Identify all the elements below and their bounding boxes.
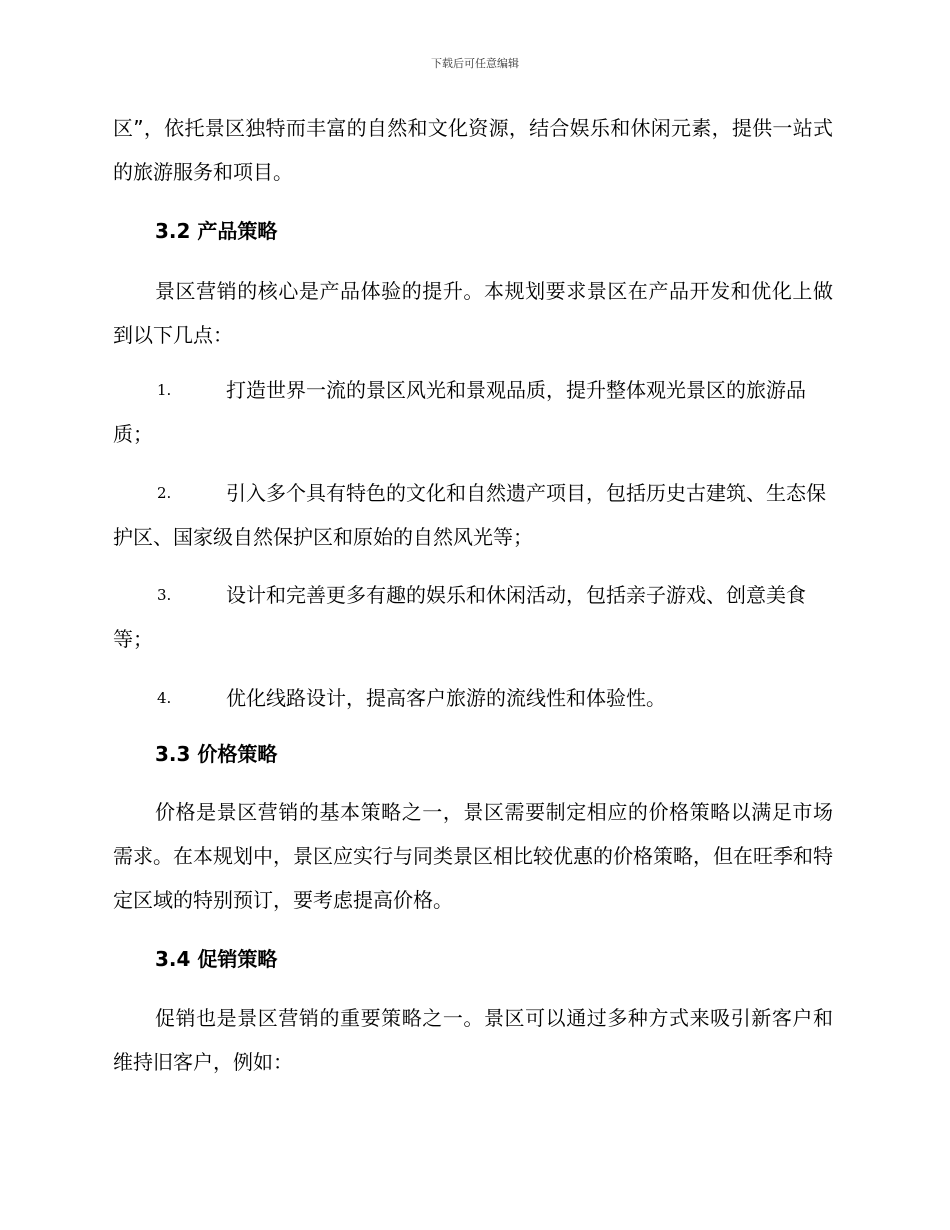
list-item (113, 368, 833, 456)
list-item-text: 引入多个具有特色的文化和自然遗产项目，包括历史古建筑、生态保护区、国家级自然保护区和原始的自然风光等； (113, 481, 826, 549)
list-item (113, 471, 833, 559)
list-item-3-block (113, 573, 833, 661)
section-3-2-heading: 3.2 产品策略 (155, 219, 278, 243)
section-3-2-intro-paragraph: 景区营销的核心是产品体验的提升。本规划要求景区在产品开发和优化上做到以下几点： (113, 279, 833, 347)
intro-continuation-block (113, 106, 833, 194)
section-3-4-heading-block (113, 937, 833, 981)
section-3-4-paragraph: 促销也是景区营销的重要策略之一。景区可以通过多种方式来吸引新客户和维持旧客户，例如： (113, 1006, 833, 1074)
list-number: 2. (157, 484, 172, 502)
list-item-text: 优化线路设计，提高客户旅游的流线性和体验性。 (226, 686, 666, 710)
section-3-3-paragraph: 价格是景区营销的基本策略之一，景区需要制定相应的价格策略以满足市场需求。在本规划中，景区应实行与同类景区相比较优惠的价格策略，但在旺季和特定区域的特别预订，要考虑提高价格。 (113, 800, 833, 912)
list-item (113, 676, 833, 720)
section-3-3-heading: 3.3 价格策略 (155, 742, 278, 766)
list-number: 3. (157, 586, 172, 604)
intro-continuation-paragraph: 区”，依托景区独特而丰富的自然和文化资源，结合娱乐和休闲元素，提供一站式的旅游服务和项目。 (113, 116, 833, 184)
section-3-4-body-block (113, 996, 833, 1084)
list-item-text: 设计和完善更多有趣的娱乐和休闲活动，包括亲子游戏、创意美食等； (113, 583, 806, 651)
page-header: 下载后可任意编辑 (431, 57, 519, 70)
section-3-3-heading-block (113, 732, 833, 776)
section-3-2-intro-block (113, 269, 833, 357)
section-3-4-heading: 3.4 促销策略 (155, 947, 278, 971)
list-item-2-block (113, 471, 833, 559)
list-item (113, 573, 833, 661)
section-3-2-heading-block (113, 209, 833, 253)
list-number: 4. (157, 689, 172, 707)
list-item-4-block (113, 676, 833, 720)
section-3-3-body-block (113, 790, 833, 922)
list-item-1-block (113, 368, 833, 456)
list-number: 1. (157, 381, 172, 399)
list-item-text: 打造世界一流的景区风光和景观品质，提升整体观光景区的旅游品质； (113, 378, 806, 446)
